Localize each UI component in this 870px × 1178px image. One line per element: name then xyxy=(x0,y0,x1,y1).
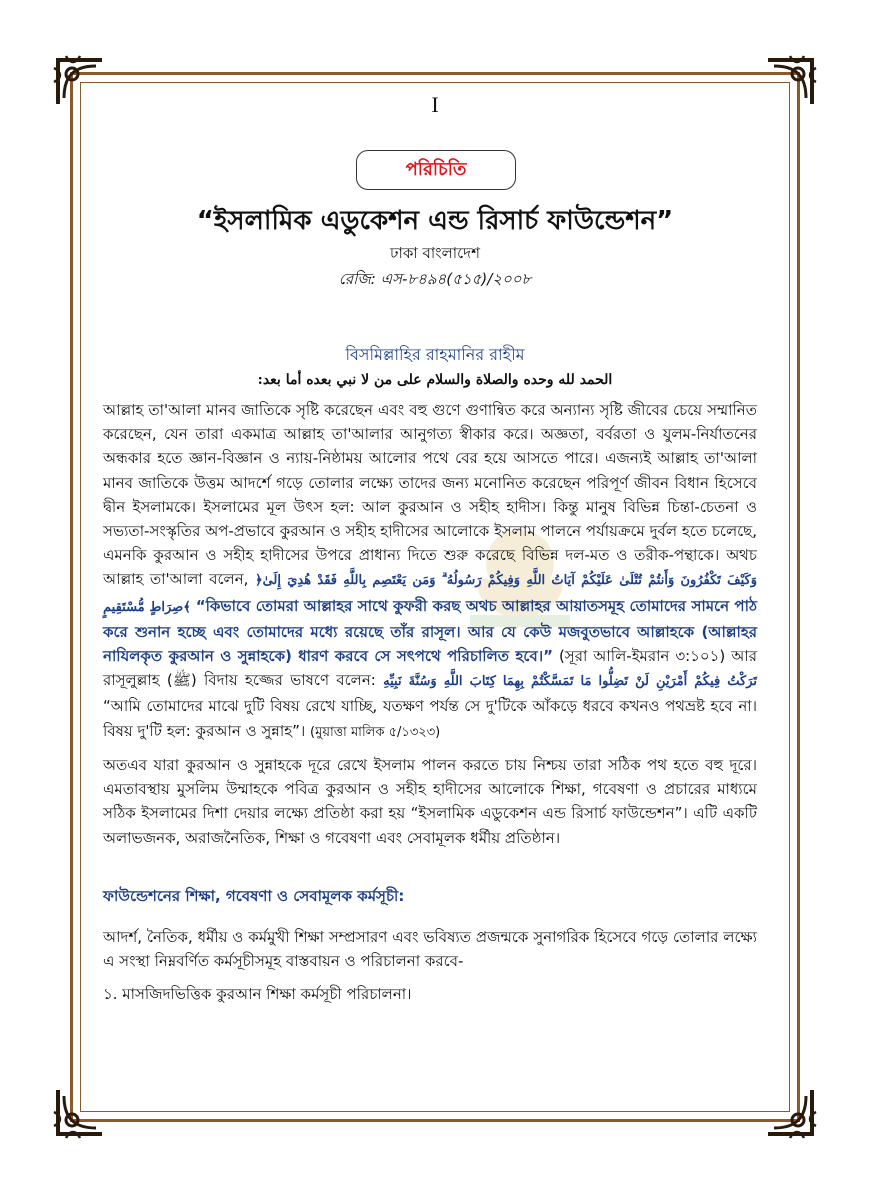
foundation-title: “ইসলামিক এডুকেশন এন্ড রিসার্চ ফাউন্ডেশন” xyxy=(196,206,674,236)
bismillah: বিসমিল্লাহির রাহমানির রাহীম xyxy=(345,345,525,364)
intro-text-b: (সূরা আলি-ইমরান ৩:১০১) আর রাসূলুল্লাহ (ﷺ) বিদায় হজ্জের ভাষণে বলেন: xyxy=(103,647,757,690)
foundation-location: ঢাকা বাংলাদেশ xyxy=(390,244,480,262)
corner-ornament-bottom-left xyxy=(50,1082,110,1142)
programs-intro: আদর্শ, নৈতিক, ধর্মীয় ও কর্মমুখী শিক্ষা সম্প্রসারণ এবং ভবিষ্যত প্রজন্মকে সুনাগরিক হিসেবে গড়ে তোলার লক্ষ্যে এ সংস্থা নিম্নবর্ণিত কর্মসূচীসমূহ বাস্তবায়ন ও পরিচালনা করবে- xyxy=(103,928,757,971)
intro-paragraph xyxy=(103,398,757,745)
quran-ayah-translation: “কিভাবে তোমরা আল্লাহর সাথে কুফরী করছ অথচ আল্লাহর আয়াতসমূহ তোমাদের সামনে পাঠ করে শুনান হচ্ছে এবং তোমাদের মধ্যে রয়েছে তাঁর রাসূল। আর যে কেউ মজবুতভাবে আল্লাহকে (আল্লাহর নাযিলকৃত কুরআন ও সুন্নাহকে) ধারণ করবে সে সৎপথে পরিচালিত হবে।” xyxy=(103,596,757,666)
purpose-paragraph: অতএব যারা কুরআন ও সুন্নাহকে দূরে রেখে ইসলাম পালন করতে চায় নিশ্চয় তারা সঠিক পথ হতে বহু দূরে। এমতাবস্থায় মুসলিম উম্মাহকে পবিত্র কুরআন ও সহীহ হাদীসের আলোকে শিক্ষা, গবেষণা ও প্রচারের মাধ্যমে সঠিক ইসলামের দিশা দেয়ার লক্ষ্যে প্রতিষ্ঠা করা হয় “ইসলামিক এডুকেশন এন্ড রিসার্চ ফাউন্ডেশন”। এটি একটি অলাভজনক, অরাজনৈতিক, শিক্ষা ও গবেষণা এবং সেবামূলক ধর্মীয় প্রতিষ্ঠান। xyxy=(103,756,757,847)
hadith-reference: (মুয়াত্তা মালিক ৫/১৩২৩) xyxy=(310,724,441,740)
programs-heading: ফাউন্ডেশনের শিক্ষা, গবেষণা ও সেবামূলক কর্মসূচী: xyxy=(103,887,405,905)
intro-label: পরিচিতি xyxy=(405,158,467,180)
arabic-opening: الحمد لله وحده والصلاة والسلام على من لا نبي بعده أما بعد: xyxy=(257,372,613,388)
registration-number: রেজি: এস-৮৪৯৪(৫১৫)/২০০৮ xyxy=(338,270,532,288)
corner-ornament-bottom-right xyxy=(760,1082,820,1142)
page-number: I xyxy=(431,92,439,117)
intro-text-a: আল্লাহ তা'আলা মানব জাতিকে সৃষ্টি করেছেন এবং বহু গুণে গুণান্বিত করে অন্যান্য সৃষ্টি জীবের চেয়ে সম্মানিত করেছেন, যেন তারা একমাত্র আল্লাহ তা'আলার আনুগত্য স্বীকার করে। অজ্ঞতা, বর্বরতা ও যুলম-নির্যাতনের অন্ধকার হতে জ্ঞান-বিজ্ঞান ও ন্যায়-নিষ্ঠাময় আলোর পথে বের হয়ে আসতে পারে। এজন্যই আল্লাহ তা'আলা মানব জাতিকে উত্তম আদর্শে গড়ে তোলার লক্ষ্যে তাদের জন্য মনোনিত করেছেন পরিপূর্ণ জীবন বিধান হিসেবে দ্বীন ইসলামকে। ইসলামের মূল উৎস হল: আল কুরআন ও সহীহ হাদীস। কিন্তু মানুষ বিভিন্ন চিন্তা-চেতনা ও সভ্যতা-সংস্কৃতির অপ-প্রভাবে কুরআন ও সহীহ হাদীসের আলোকে ইসলাম পালনে পর্যায়ক্রমে দুর্বল হতে চলেছে, এমনকি কুরআন ও সহীহ হাদীসের উপরে প্রাধান্য দিতে শুরু করেছে বিভিন্ন দল-মত ও তরীক-পন্থাকে। অথচ আল্লাহ তা'আলা বলেন, xyxy=(103,401,757,589)
intro-text-c: “আমি তোমাদের মাঝে দুটি বিষয় রেখে যাচ্ছি, যতক্ষণ পর্যন্ত সে দু'টিকে আঁকড়ে ধরবে কখনও পথভ্রষ্ট হবে না। বিষয় দু'টি হল: কুরআন ও সুন্নাহ”। xyxy=(103,697,757,740)
list-item: ১. মাসজিদভিত্তিক কুরআন শিক্ষা কর্মসূচী পরিচালনা। xyxy=(103,985,412,1003)
quran-ayah-arabic: ﴿وَكَيْفَ تَكْفُرُونَ وَأَنتُمْ تُتْلَىٰ عَلَيْكُمْ آيَاتُ اللَّهِ وَفِيكُمْ رَسُولُهُ ۗ وَمَن يَعْتَصِم بِاللَّهِ فَقَدْ هُدِيَ إِلَىٰ صِرَاطٍ مُّسْتَقِيمٍ﴾ xyxy=(103,573,757,615)
intro-label-box xyxy=(356,150,516,190)
hadith-arabic: تَرَكْتُ فِيكُمْ أَمْرَيْنِ لَنْ تَضِلُّوا مَا تَمَسَّكْتُمْ بِهِمَا كِتَابَ اللَّهِ وَسُنَّةَ نَبِيِّهِ xyxy=(383,674,757,690)
